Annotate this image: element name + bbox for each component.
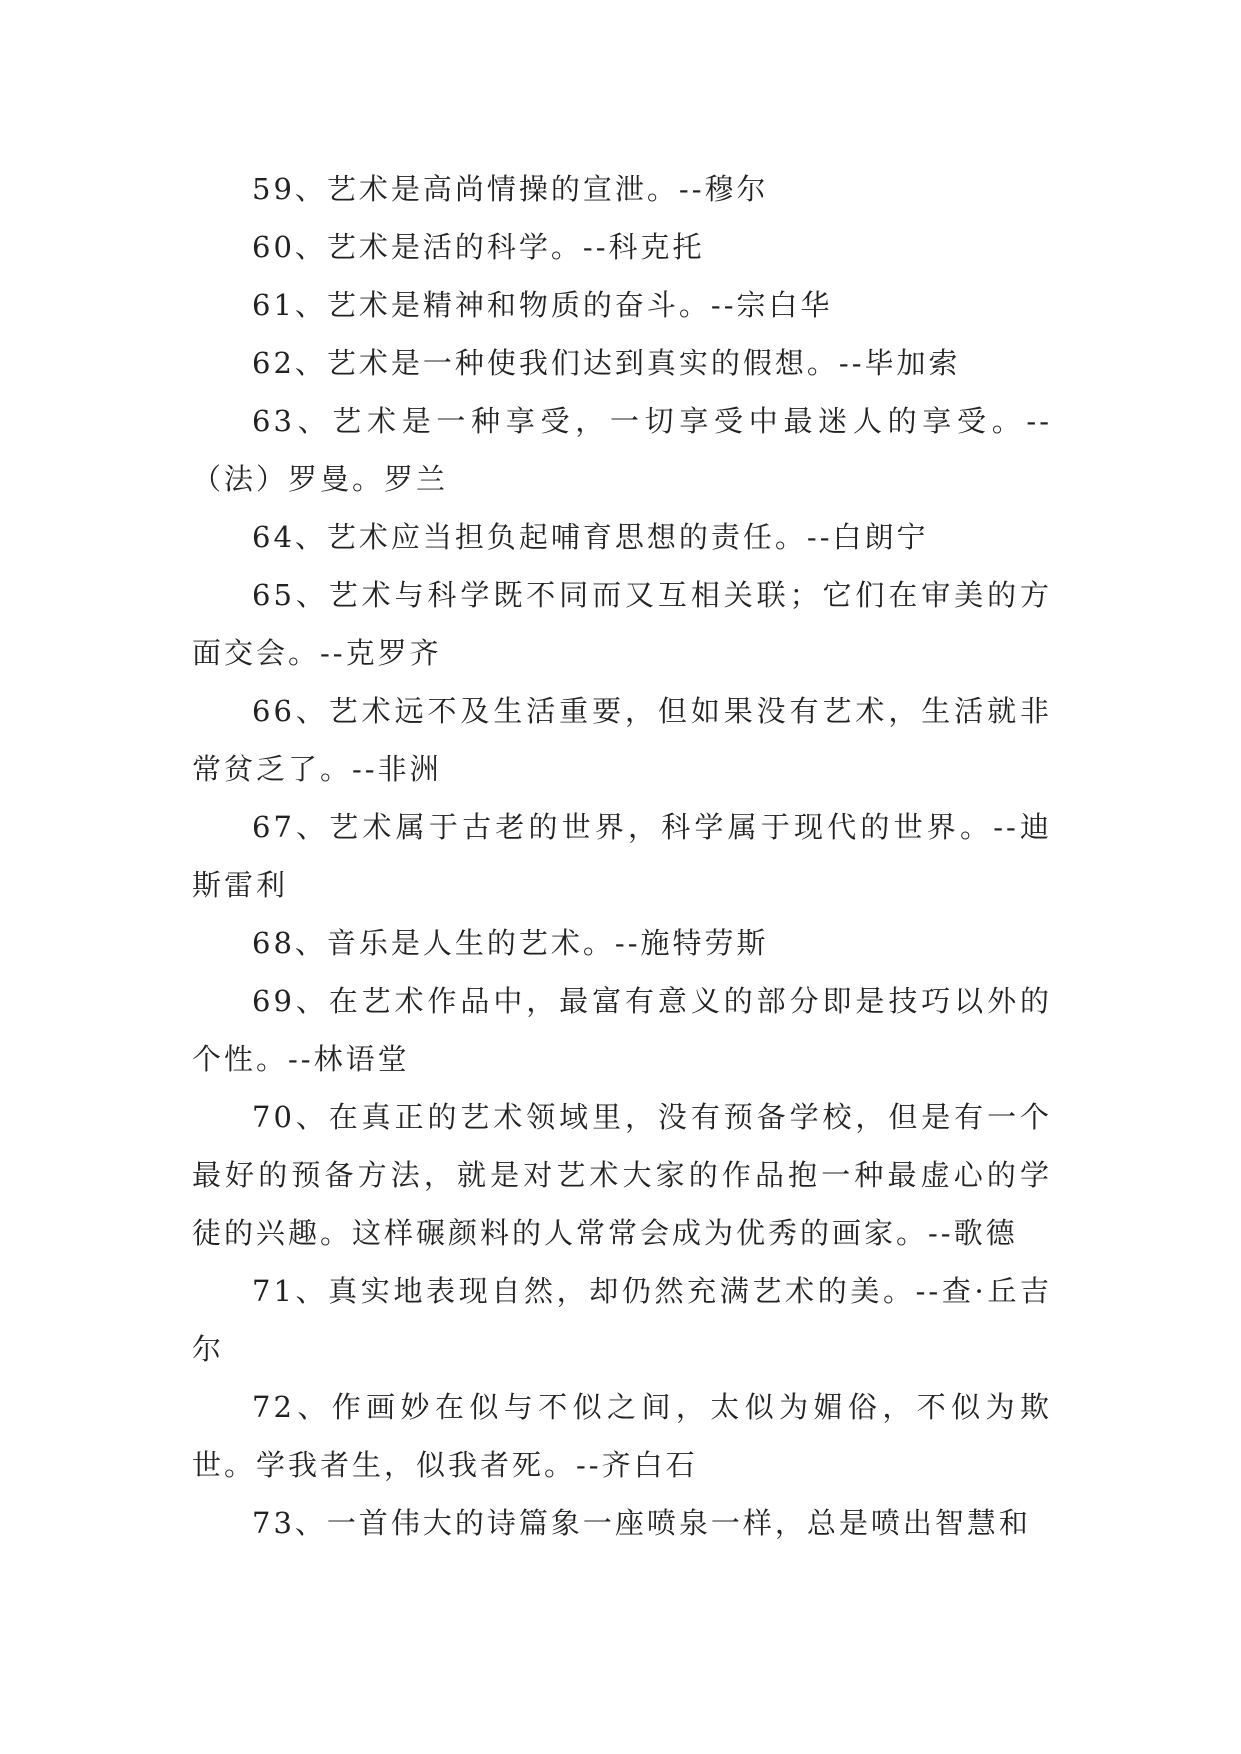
quote-item: 63、艺术是一种享受，一切享受中最迷人的享受。--（法）罗曼。罗兰 — [192, 404, 1052, 496]
quote-item: 59、艺术是高尚情操的宣泄。--穆尔 — [252, 172, 769, 206]
quote-list — [192, 160, 1052, 1552]
quote-item: 61、艺术是精神和物质的奋斗。--宗白华 — [252, 288, 833, 322]
quote-item: 68、音乐是人生的艺术。--施特劳斯 — [252, 926, 769, 960]
quote-item: 62、艺术是一种使我们达到真实的假想。--毕加索 — [252, 346, 961, 380]
quote-item: 64、艺术应当担负起哺育思想的责任。--白朗宁 — [252, 520, 929, 554]
quote-item: 69、在艺术作品中，最富有意义的部分即是技巧以外的个性。--林语堂 — [192, 984, 1052, 1076]
quote-item: 66、艺术远不及生活重要，但如果没有艺术，生活就非常贫乏了。--非洲 — [192, 694, 1052, 786]
quote-item: 73、一首伟大的诗篇象一座喷泉一样，总是喷出智慧和 — [252, 1506, 1031, 1540]
quote-item: 67、艺术属于古老的世界，科学属于现代的世界。--迪斯雷利 — [192, 810, 1052, 902]
quote-item: 70、在真正的艺术领域里，没有预备学校，但是有一个最好的预备方法，就是对艺术大家的作品抱一种最虚心的学徒的兴趣。这样碾颜料的人常常会成为优秀的画家。--歌德 — [192, 1100, 1052, 1250]
quote-item: 60、艺术是活的科学。--科克托 — [252, 230, 705, 264]
quote-item: 71、真实地表现自然，却仍然充满艺术的美。--查·丘吉尔 — [192, 1274, 1052, 1366]
quote-item: 72、作画妙在似与不似之间，太似为媚俗，不似为欺世。学我者生，似我者死。--齐白石 — [192, 1390, 1052, 1482]
quote-item: 65、艺术与科学既不同而又互相关联；它们在审美的方面交会。--克罗齐 — [192, 578, 1052, 670]
